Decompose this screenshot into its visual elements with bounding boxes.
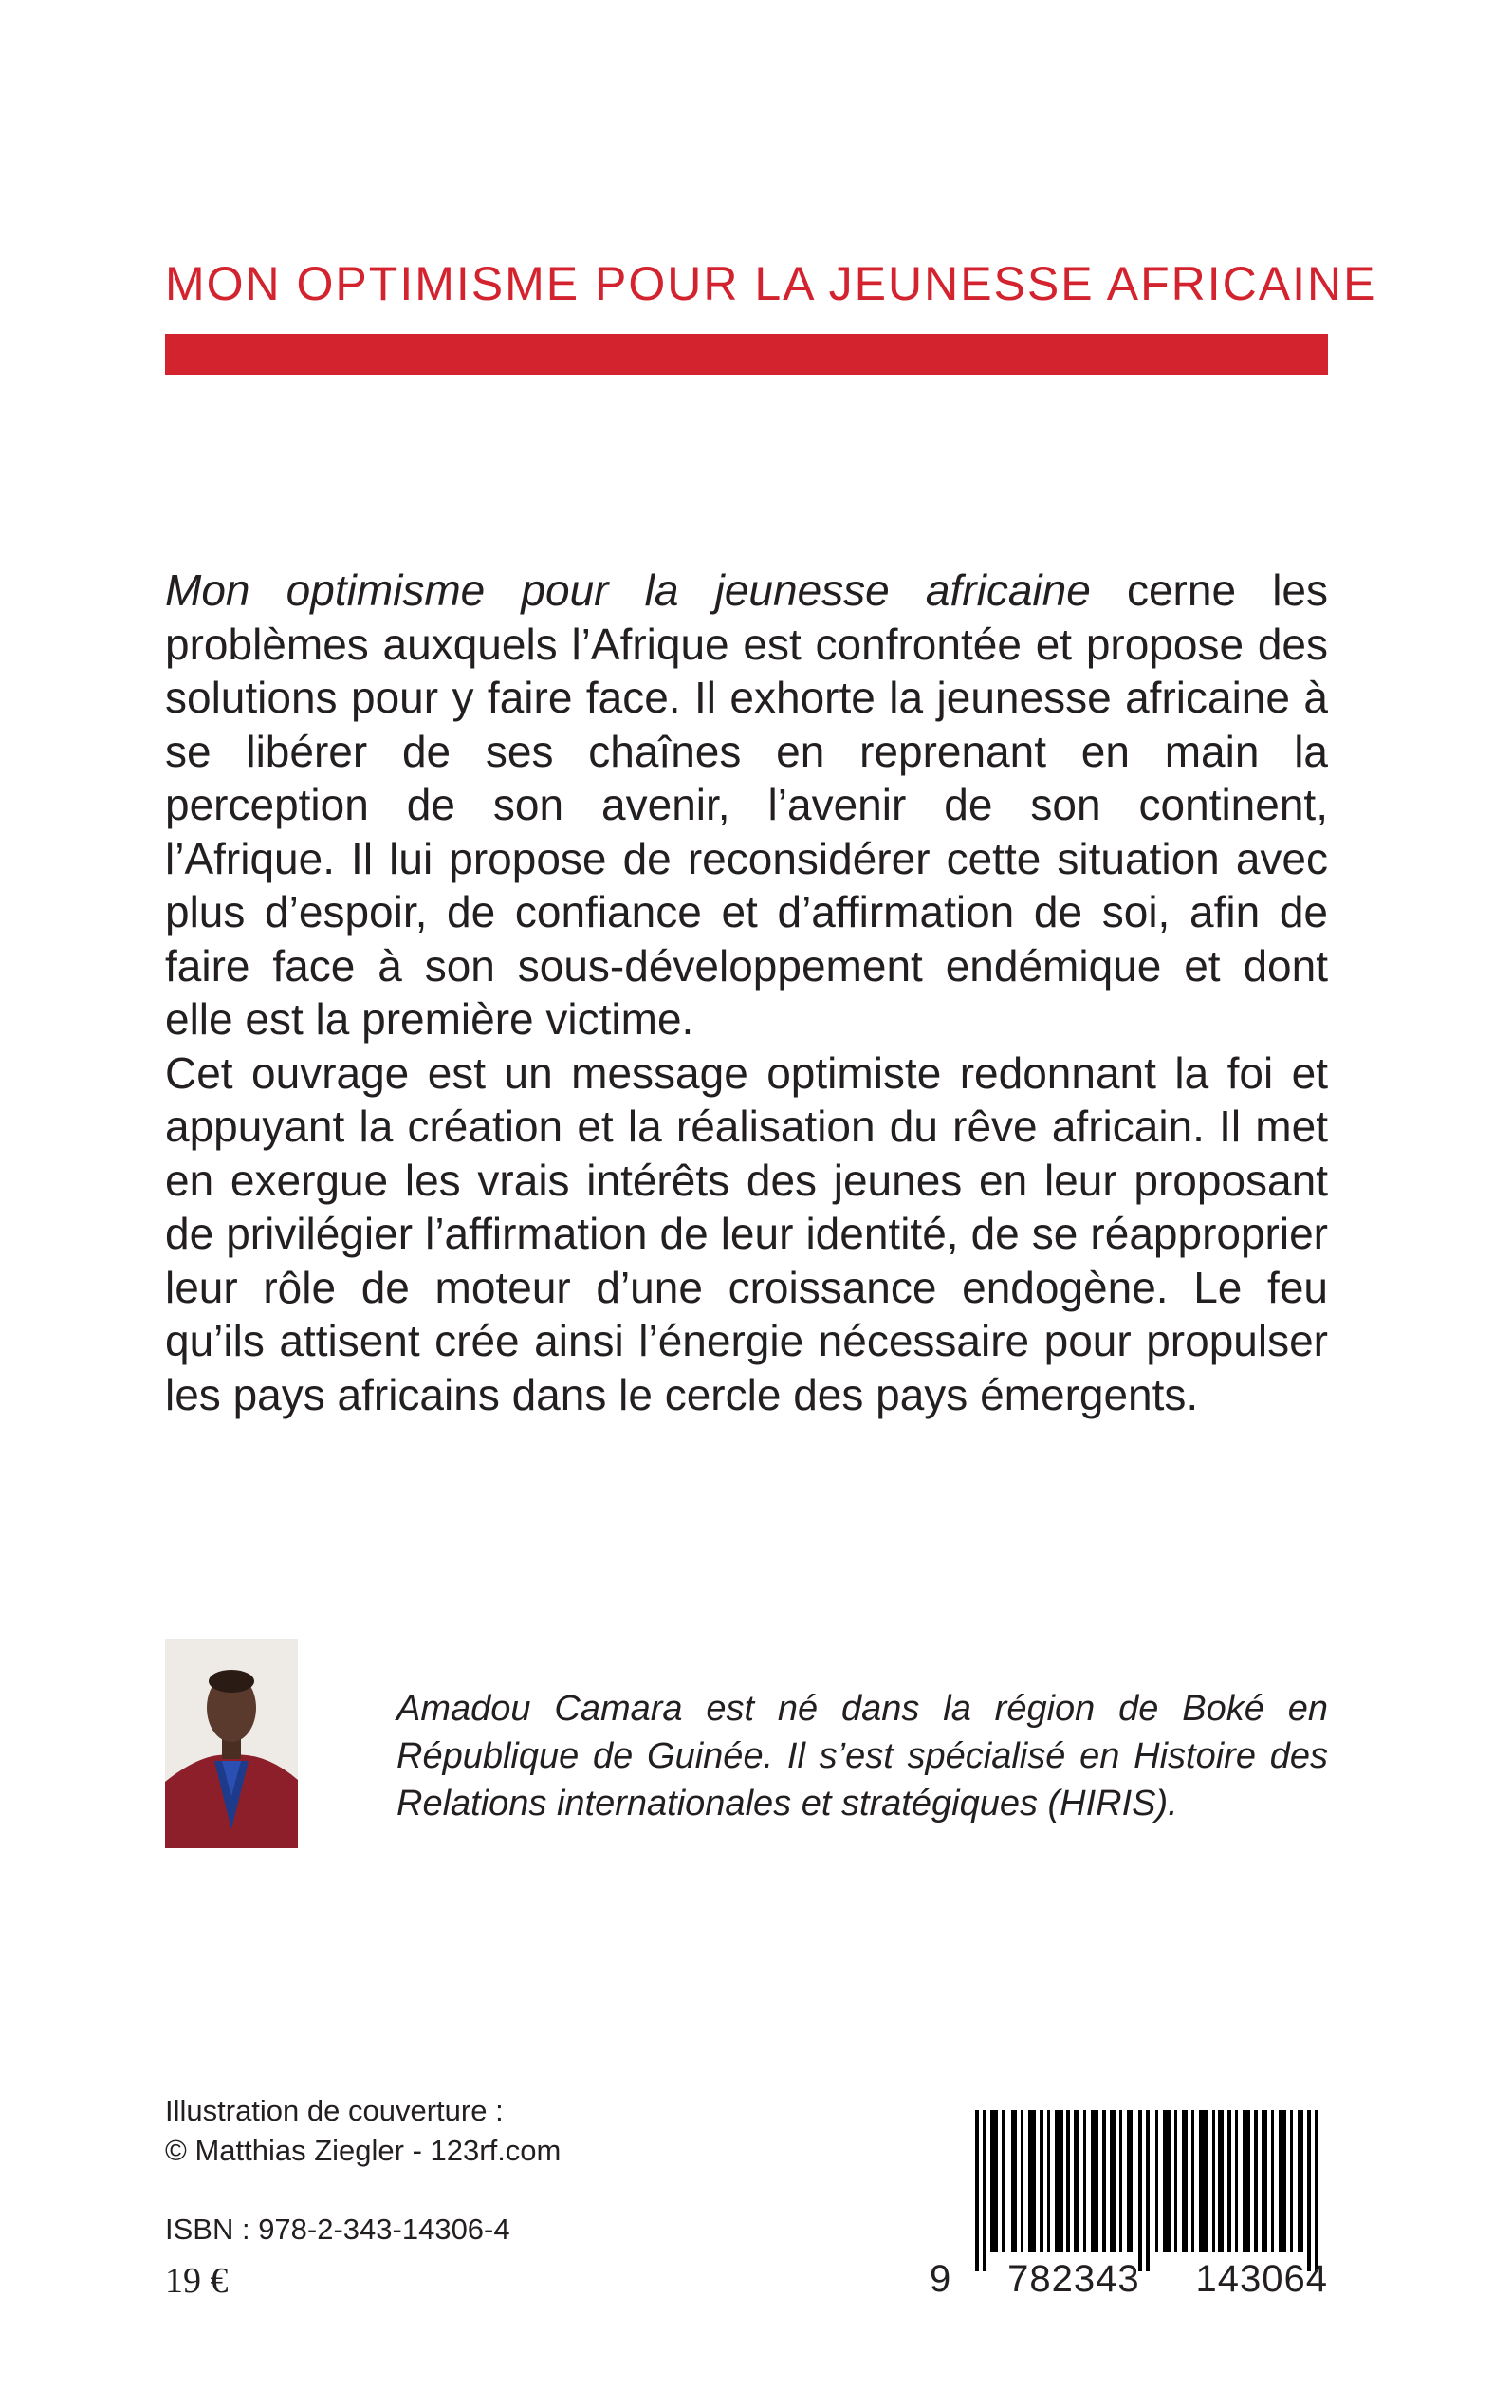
price: 19 € — [165, 2261, 229, 2301]
summary-paragraph-1-text: cerne les problèmes auxquels l’Afrique est confrontée et propose des solutions pour y faire face. Il exhorte la jeunesse africaine à se libérer de ses chaînes en reprenant en main la perception de son avenir, l’avenir de son continent, l’Afrique. Il lui propose de reconsidérer cette situation avec plus d’espoir, de confiance et d’affirmation de soi, afin de faire face à son sous-développement endémique et dont elle est la première victime. — [165, 565, 1328, 1044]
isbn: ISBN : 978-2-343-14306-4 — [165, 2213, 510, 2246]
barcode-group-2: 143064 — [1195, 2258, 1328, 2300]
title-underline-bar — [165, 334, 1328, 375]
barcode — [968, 2110, 1328, 2271]
author-photo — [165, 1639, 298, 1848]
summary-paragraph-1 — [165, 564, 1328, 1047]
summary-paragraph-2: Cet ouvrage est un message optimiste redonnant la foi et appuyant la création et la réalisation du rêve africain. Il met en exergue les vrais intérêts des jeunes en leur proposant de privilégier l’affirmation de leur identité, de se réapproprier leur rôle de moteur d’une croissance endogène. Le feu qu’ils attisent crée ainsi l’énergie nécessaire pour propulser les pays africains dans le cercle des pays émergents. — [165, 1047, 1328, 1419]
barcode-group-1: 782343 — [1007, 2258, 1140, 2300]
cover-credit — [165, 2091, 561, 2171]
author-bio: Amadou Camara est né dans la région de Boké en République de Guinée. Il s’est spécialisé en Histoire des Relations internationales et stratégiques (HIRIS). — [396, 1689, 1328, 1824]
barcode-number — [930, 2258, 1328, 2301]
book-title: MON OPTIMISME POUR LA JEUNESSE AFRICAINE — [165, 257, 1377, 310]
summary-text — [165, 564, 1328, 1421]
cover-credit-label: Illustration de couverture : — [165, 2094, 504, 2127]
cover-credit-source: © Matthias Ziegler - 123rf.com — [165, 2134, 562, 2167]
barcode-prefix: 9 — [930, 2258, 952, 2300]
summary-italic-title: Mon optimisme pour la jeunesse africaine — [165, 565, 1091, 615]
